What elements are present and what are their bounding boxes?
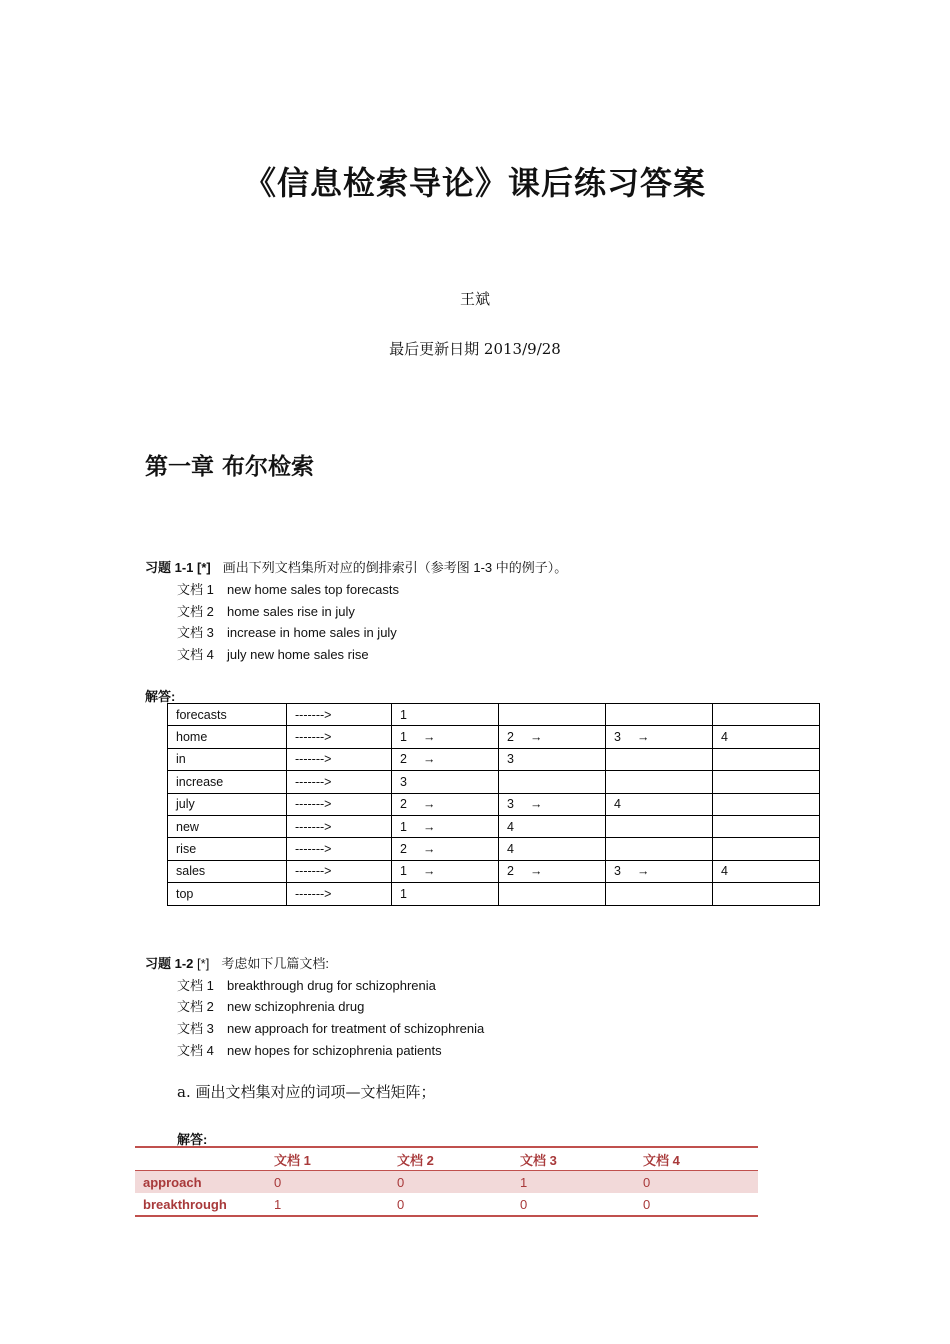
matrix-cell: 0	[635, 1171, 758, 1194]
doc-id: 4	[507, 819, 514, 834]
document-text: july new home sales rise	[227, 647, 369, 662]
doc-id: 1	[400, 864, 407, 879]
posting-cell	[392, 748, 499, 770]
answer-label: 解答:	[177, 1132, 208, 1147]
document-line	[177, 579, 399, 598]
document-line	[177, 622, 397, 641]
index-row	[168, 704, 820, 726]
empty-cell	[606, 771, 713, 793]
pointer-arrow: ------->	[287, 726, 392, 748]
posting-cell	[392, 793, 499, 815]
question-a: a. 画出文档集对应的词项—文档矩阵；	[177, 1083, 436, 1101]
arrow-right-icon: →	[529, 730, 543, 745]
posting-cell	[606, 793, 713, 815]
document-label: 文档 4	[177, 647, 214, 662]
empty-cell	[713, 815, 820, 837]
posting-cell	[499, 793, 606, 815]
document-text: home sales rise in july	[227, 604, 355, 619]
posting-cell	[392, 726, 499, 748]
document-title: 《信息检索导论》课后练习答案	[243, 164, 706, 202]
document-line	[177, 996, 364, 1015]
document-text: increase in home sales in july	[227, 625, 397, 640]
exercise-number: 习题 1-1 [*]	[145, 560, 211, 575]
document-text: new home sales top forecasts	[227, 582, 399, 597]
index-term: forecasts	[168, 704, 287, 726]
matrix-row	[135, 1193, 758, 1216]
posting-cell	[392, 771, 499, 793]
author-name: 王斌	[459, 290, 490, 308]
arrow-right-icon: →	[422, 864, 436, 879]
doc-id: 1	[400, 819, 407, 834]
index-term: in	[168, 748, 287, 770]
posting-cell	[499, 748, 606, 770]
posting-cell	[606, 726, 713, 748]
matrix-term: breakthrough	[135, 1193, 266, 1216]
index-term: new	[168, 815, 287, 837]
doc-id: 1	[400, 730, 407, 745]
document-label: 文档 3	[177, 1021, 214, 1036]
posting-cell	[392, 838, 499, 860]
doc-id: 2	[400, 797, 407, 812]
matrix-row	[135, 1171, 758, 1194]
document-text: new hopes for schizophrenia patients	[227, 1043, 442, 1058]
doc-id: 2	[400, 752, 407, 767]
empty-cell	[499, 771, 606, 793]
index-row	[168, 793, 820, 815]
arrow-right-icon: →	[636, 864, 650, 879]
answer-label: 解答:	[145, 689, 176, 704]
matrix-cell: 0	[512, 1193, 635, 1216]
chapter-heading: 第一章 布尔检索	[145, 453, 315, 480]
arrow-right-icon: →	[529, 797, 543, 812]
document-label: 文档 3	[177, 625, 214, 640]
doc-id: 2	[507, 730, 514, 745]
matrix-cell: 0	[635, 1193, 758, 1216]
empty-cell	[713, 883, 820, 905]
index-row	[168, 748, 820, 770]
matrix-cell: 0	[266, 1171, 389, 1194]
exercise-1-2-heading	[145, 953, 329, 972]
pointer-arrow: ------->	[287, 838, 392, 860]
index-term: july	[168, 793, 287, 815]
difficulty-tag: [*]	[197, 956, 210, 971]
doc-id: 3	[400, 774, 407, 789]
doc-id: 3	[614, 730, 621, 745]
posting-cell	[606, 860, 713, 882]
doc-id: 4	[721, 864, 728, 879]
arrow-right-icon: →	[422, 730, 436, 745]
pointer-arrow: ------->	[287, 748, 392, 770]
posting-cell	[713, 860, 820, 882]
empty-cell	[606, 748, 713, 770]
document-text: new approach for treatment of schizophrenia	[227, 1021, 485, 1036]
index-term: rise	[168, 838, 287, 860]
empty-cell	[713, 771, 820, 793]
index-term: sales	[168, 860, 287, 882]
document-text: new schizophrenia drug	[227, 999, 365, 1014]
arrow-right-icon: →	[422, 819, 436, 834]
doc-id: 3	[614, 864, 621, 879]
empty-cell	[713, 704, 820, 726]
document-text: breakthrough drug for schizophrenia	[227, 978, 436, 993]
arrow-right-icon: →	[422, 797, 436, 812]
document-label: 文档 2	[177, 604, 214, 619]
pointer-arrow: ------->	[287, 793, 392, 815]
empty-cell	[713, 748, 820, 770]
posting-cell	[499, 815, 606, 837]
index-row	[168, 838, 820, 860]
empty-cell	[499, 704, 606, 726]
document-label: 文档 1	[177, 582, 214, 597]
doc-id: 4	[507, 842, 514, 857]
document-line	[177, 1040, 442, 1059]
pointer-arrow: ------->	[287, 883, 392, 905]
matrix-cell: 1	[266, 1193, 389, 1216]
index-term: increase	[168, 771, 287, 793]
arrow-right-icon: →	[529, 864, 543, 879]
matrix-cell: 1	[512, 1171, 635, 1194]
matrix-header: 文档 2	[389, 1147, 512, 1171]
index-row	[168, 883, 820, 905]
doc-id: 3	[507, 797, 514, 812]
index-row	[168, 726, 820, 748]
document-label: 文档 1	[177, 978, 214, 993]
index-row	[168, 860, 820, 882]
index-term: top	[168, 883, 287, 905]
doc-id: 2	[507, 864, 514, 879]
empty-cell	[713, 793, 820, 815]
empty-cell	[606, 838, 713, 860]
posting-cell	[499, 726, 606, 748]
matrix-cell: 0	[389, 1171, 512, 1194]
pointer-arrow: ------->	[287, 771, 392, 793]
posting-cell	[392, 860, 499, 882]
exercise-number: 习题 1-2	[145, 956, 194, 971]
posting-cell	[392, 704, 499, 726]
document-line	[177, 1018, 484, 1037]
posting-cell	[392, 815, 499, 837]
last-updated-date: 最后更新日期 2013/9/28	[389, 340, 561, 358]
doc-id: 3	[507, 752, 514, 767]
matrix-cell: 0	[389, 1193, 512, 1216]
posting-cell	[499, 838, 606, 860]
arrow-right-icon: →	[422, 752, 436, 767]
empty-cell	[499, 883, 606, 905]
exercise-1-1-heading	[145, 557, 567, 576]
document-label: 文档 4	[177, 1043, 214, 1058]
index-row	[168, 815, 820, 837]
index-row	[168, 771, 820, 793]
index-term: home	[168, 726, 287, 748]
posting-cell	[499, 860, 606, 882]
empty-cell	[606, 704, 713, 726]
matrix-header: 文档 3	[512, 1147, 635, 1171]
empty-cell	[606, 883, 713, 905]
document-line	[177, 975, 436, 994]
doc-id: 1	[400, 886, 407, 901]
empty-cell	[713, 838, 820, 860]
matrix-header: 文档 4	[635, 1147, 758, 1171]
posting-cell	[392, 883, 499, 905]
exercise-description: 画出下列文档集所对应的倒排索引（参考图 1-3 中的例子）。	[222, 560, 568, 575]
posting-cell	[713, 726, 820, 748]
doc-id: 1	[400, 707, 407, 722]
doc-id: 2	[400, 842, 407, 857]
pointer-arrow: ------->	[287, 860, 392, 882]
arrow-right-icon: →	[636, 730, 650, 745]
exercise-description: 考虑如下几篇文档:	[221, 956, 329, 971]
pointer-arrow: ------->	[287, 815, 392, 837]
matrix-header	[135, 1147, 266, 1171]
doc-id: 4	[614, 797, 621, 812]
inverted-index-table	[167, 703, 820, 906]
doc-id: 4	[721, 730, 728, 745]
matrix-header: 文档 1	[266, 1147, 389, 1171]
arrow-right-icon: →	[422, 842, 436, 857]
pointer-arrow: ------->	[287, 704, 392, 726]
empty-cell	[606, 815, 713, 837]
matrix-term: approach	[135, 1171, 266, 1194]
document-label: 文档 2	[177, 999, 214, 1014]
term-document-matrix	[135, 1146, 758, 1217]
document-line	[177, 644, 369, 663]
document-line	[177, 601, 355, 620]
